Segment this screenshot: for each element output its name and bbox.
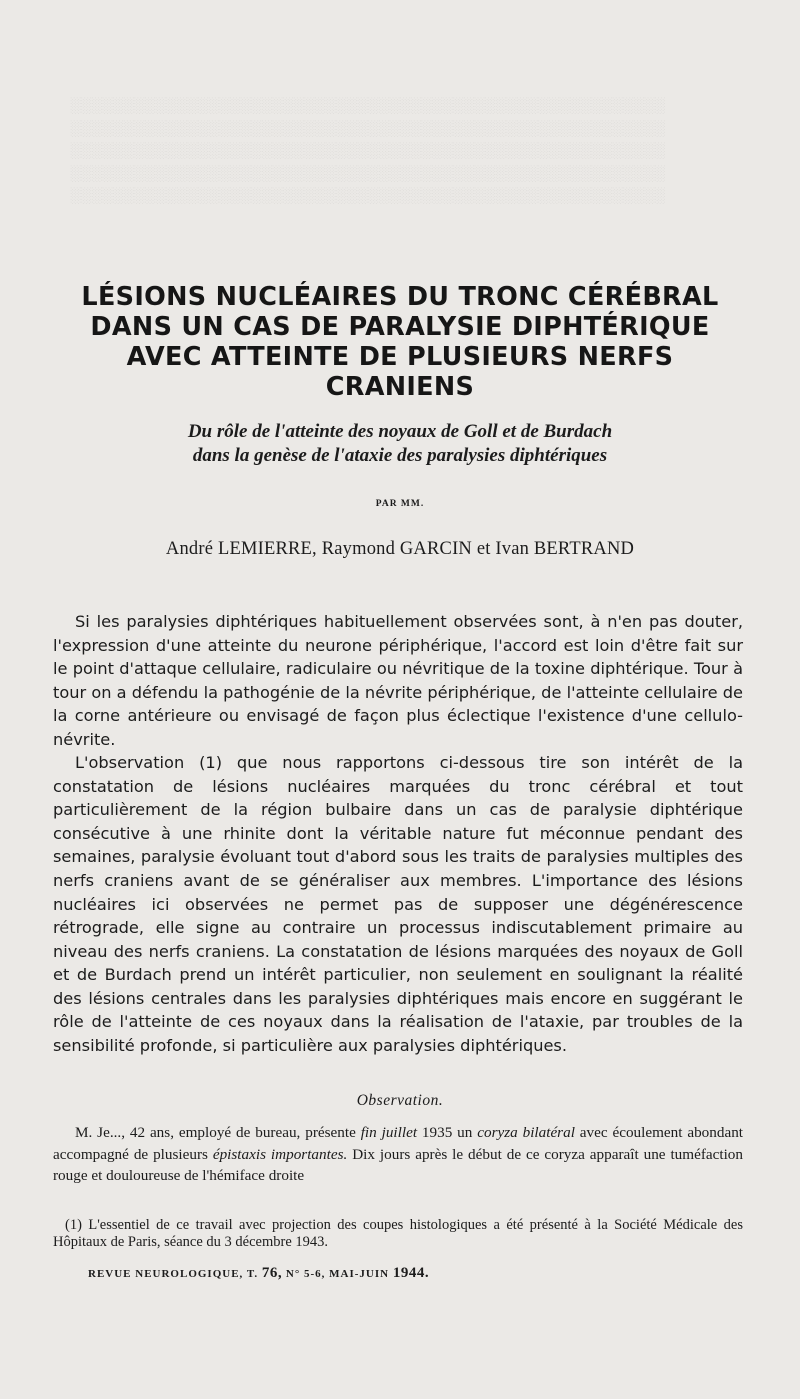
body-paragraph: L'observation (1) que nous rapportons ci-dessous tire son intérêt de la constatation de lésions nucléaires marquées du tronc cérébral et tout particulièrement de la région bulbaire dans un cas de paralysie diphtérique consécutive à une rhinite dont la véritable nature fut méconnue pendant des semaines, paralysie évoluant tout d'abord sous les traits de paralysies multiples des nerfs craniens avant de se généraliser aux membres. L'importance des lésions nucléaires ici observées ne permet pas de supposer une dégénérescence rétrograde, elle signe au contraire un processus indiscutablement primaire au niveau des nerfs craniens. La constatation de lésions marquées des noyaux de Goll et de Burdach prend un intérêt particulier, non seulement en soulignant la réalité des lésions centrales dans les paralysies diphtériques mais encore en suggérant le rôle de l'atteinte de ces noyaux dans la réalisation de l'ataxie, par troubles de la sensibilité profonde, si particulière aux paralysies diphtériques. <box>53 753 743 1055</box>
observation-text-run: M. Je..., 42 ans, employé de bureau, présente <box>75 1124 361 1141</box>
observation-text-run: 1935 un <box>417 1124 478 1141</box>
article-title <box>40 282 760 402</box>
journal-volume: 76, <box>261 1265 283 1281</box>
footnote <box>53 1217 743 1251</box>
author-list: André LEMIERRE, Raymond GARCIN et Ivan BERTRAND <box>165 539 635 559</box>
journal-issue: N° 5-6, MAI-JUIN <box>285 1268 390 1280</box>
article-subtitle <box>80 420 720 468</box>
title-line: DANS UN CAS DE PARALYSIE DIPHTÉRIQUE <box>90 312 710 342</box>
title-line: CRANIENS <box>325 372 475 402</box>
observation-paragraph <box>53 1122 743 1187</box>
journal-name: REVUE NEUROLOGIQUE, T. <box>88 1268 259 1280</box>
observation-text <box>53 1122 743 1187</box>
article-body <box>53 610 743 1057</box>
subtitle-line: Du rôle de l'atteinte des noyaux de Goll et de Burdach <box>187 421 613 442</box>
subtitle-line: dans la genèse de l'ataxie des paralysies diphtériques <box>192 445 608 466</box>
section-heading: Observation. <box>356 1092 444 1109</box>
observation-italic-run: fin juillet <box>360 1124 418 1141</box>
title-line: LÉSIONS NUCLÉAIRES DU TRONC CÉRÉBRAL <box>81 282 719 312</box>
observation-text-run: avec écoulement abondant accompagné de plusieurs <box>53 1124 744 1163</box>
observation-italic-run: coryza bilatéral <box>477 1124 575 1141</box>
observation-text-run: Dix jours après le début de ce coryza apparaît une tuméfaction rouge et douloureuse de l'hémiface droite <box>53 1145 743 1184</box>
par-label: PAR MM. <box>375 499 425 509</box>
title-line: AVEC ATTEINTE DE PLUSIEURS NERFS <box>126 342 674 372</box>
footnote-text: (1) L'essentiel de ce travail avec projection des coupes histologiques a été présenté à la Société Médicale des Hôpitaux de Paris, séance du 3 décembre 1943. <box>53 1217 743 1250</box>
observation-italic-run: épistaxis importantes. <box>212 1145 348 1163</box>
body-paragraph: Si les paralysies diphtériques habituellement observées sont, à n'en pas douter, l'expression d'une atteinte du neurone périphérique, l'accord est loin d'être fait sur le point d'attaque cellulaire, radiculaire ou névritique de la toxine diphtérique. Tour à tour on a défendu la pathogénie de la névrite périphérique, de l'atteinte cellulaire de la corne antérieure ou envisagé de façon plus éclectique l'existence d'une cellulo-névrite. <box>53 612 743 749</box>
journal-year: 1944. <box>392 1265 430 1281</box>
show-through-texture: ░░░░░░░░░░░░░░░░░░░░░░░░░░░░░░░░░░░░░░░░░░░░░░░░░░░░░░░░ ░░░░░░░░░░░░░░░░░░░░░░░░░░░░░░░░░░░░░░░░░░░░░░░░░░░░░░░░ ░░░░░░░░░░░░░░░░░░░░░░░░░░░░░░░░░░░░░░░░░░░░░░░░░░░░░░░░ ░░░░░░░░░░░░░░░░░░░░░░░░░░░░░░░░░░░░░░░░░░░░░░░░░░░░░░░░ ░░░░░░░░░░░░░░░░░░░░░░░░░░░░░░░░░░░░░░░░░░░░░░░░░░░░░░░░ <box>70 98 666 204</box>
journal-citation <box>88 1265 429 1282</box>
